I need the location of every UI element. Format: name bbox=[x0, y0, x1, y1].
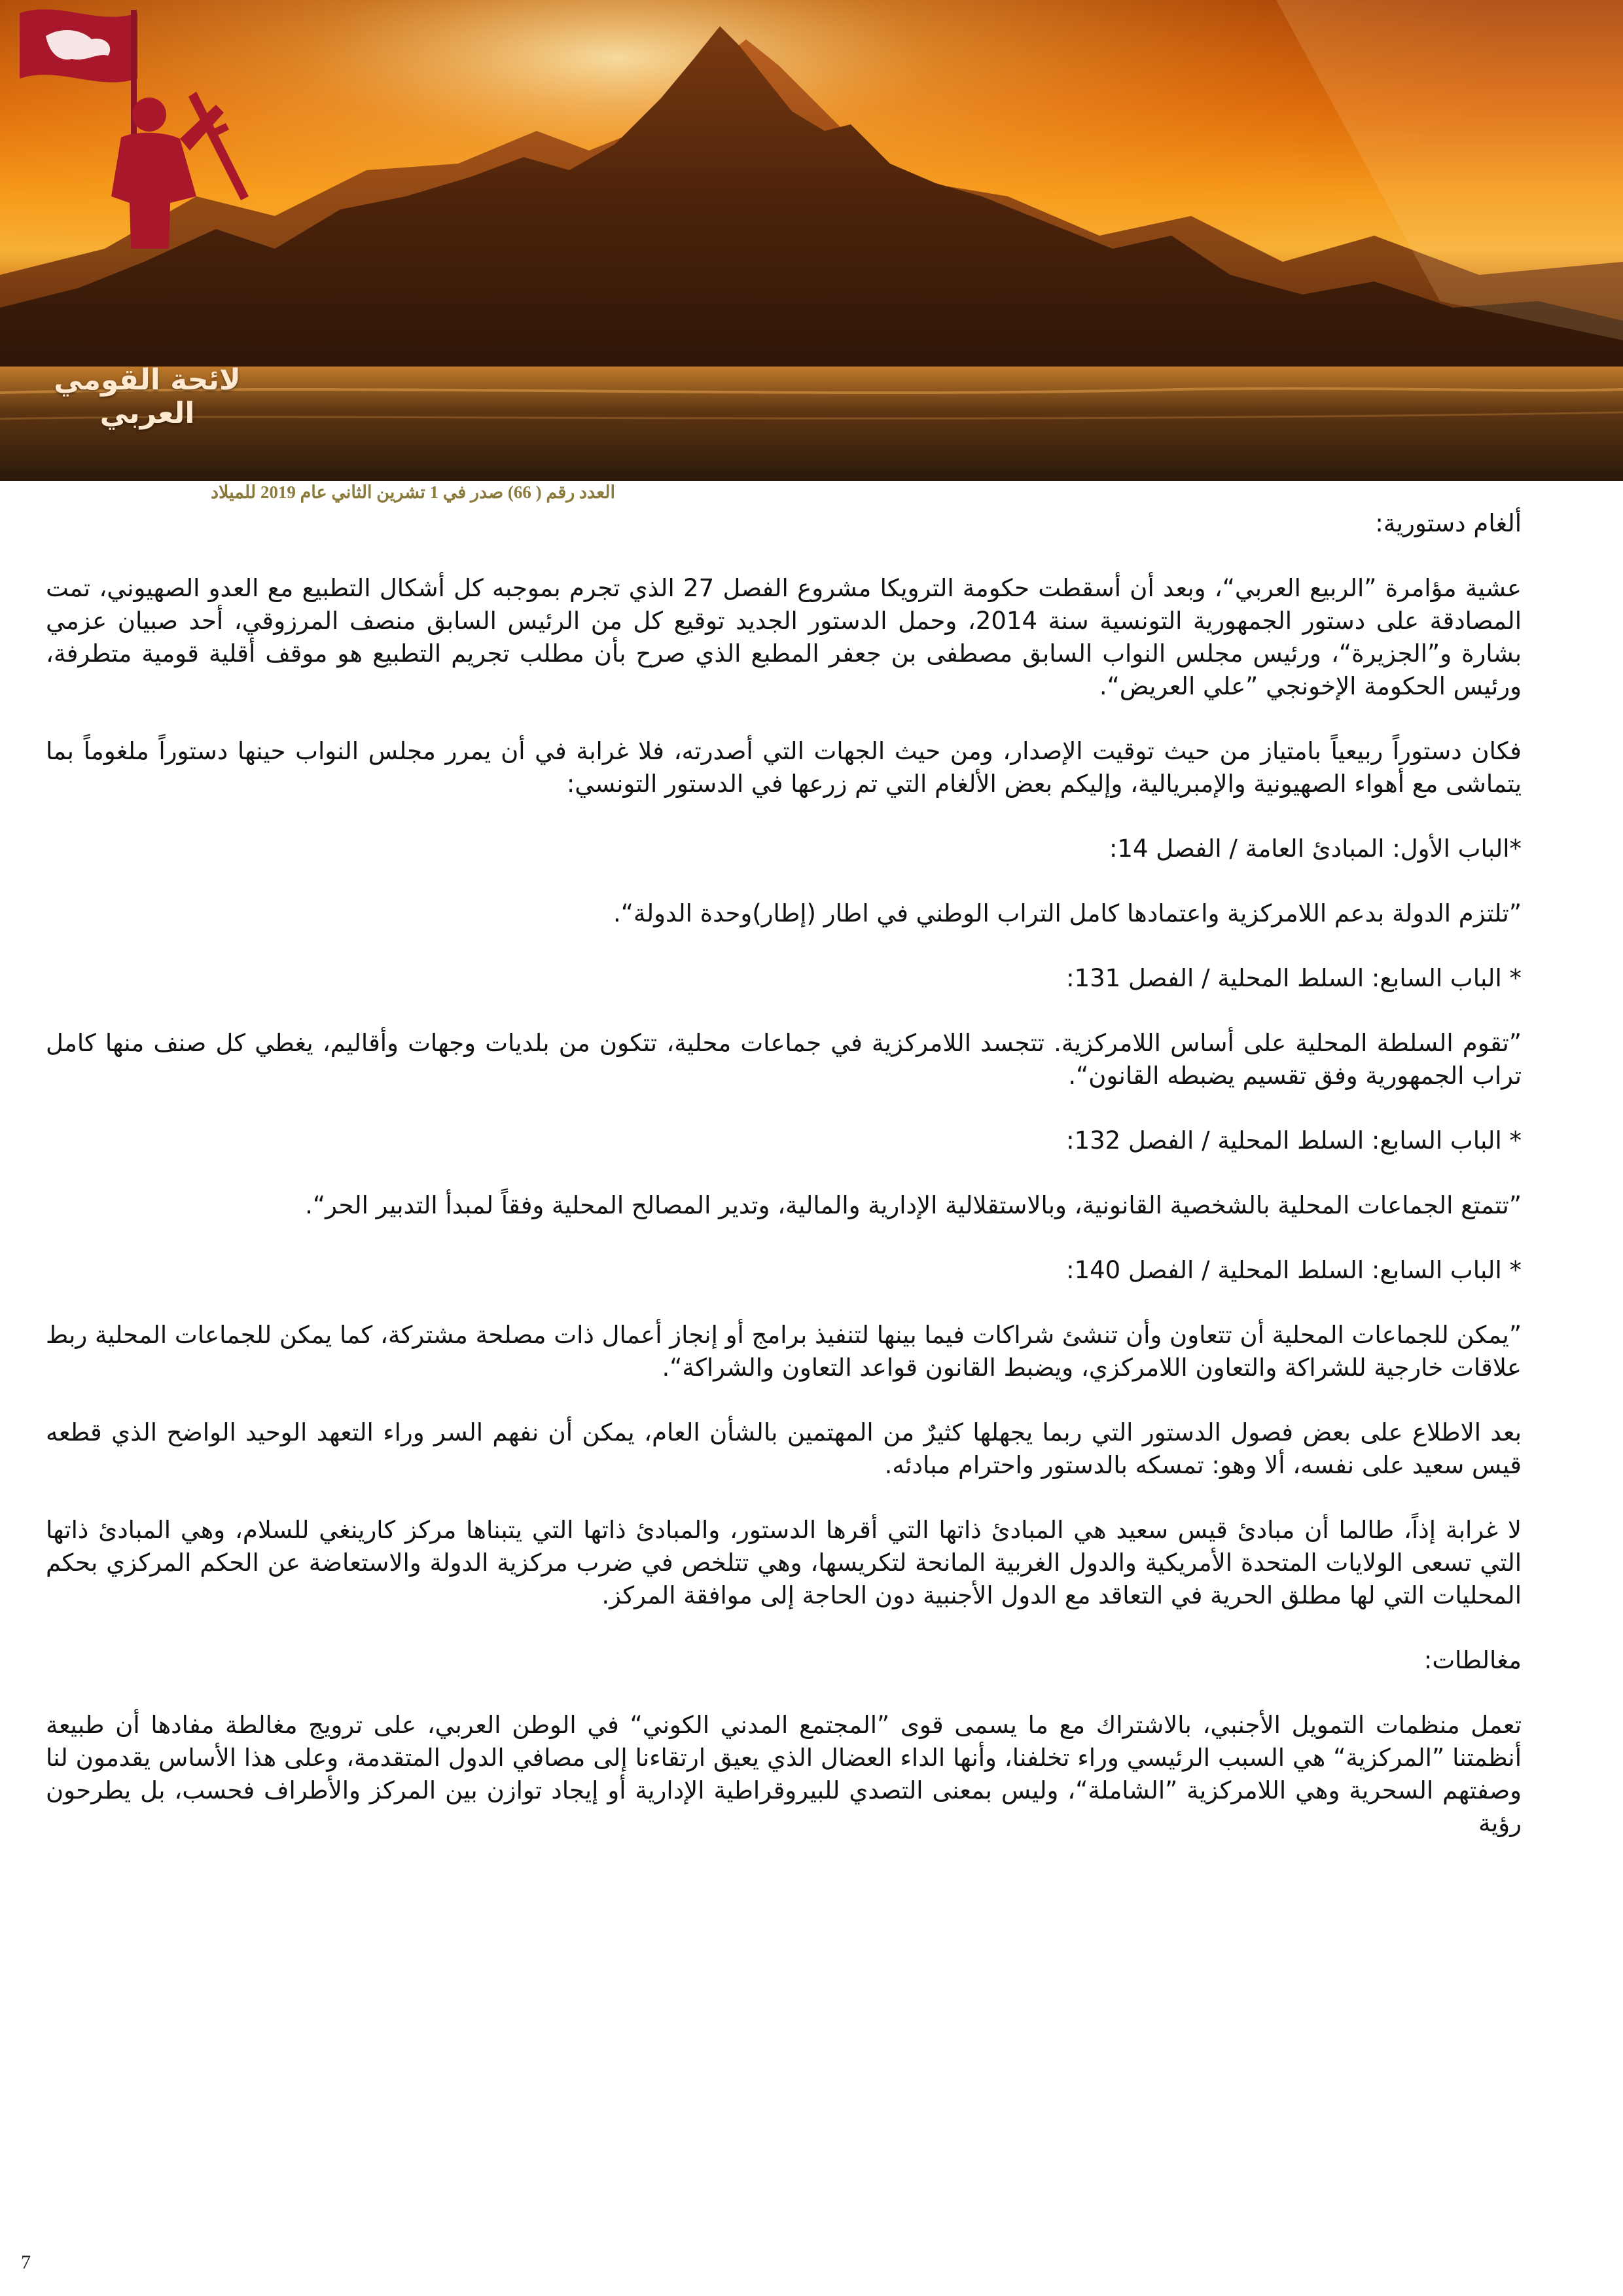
quote-chapter-131: ”تقوم السلطة المحلية على أساس اللامركزية. تتجسد اللامركزية في جماعات محلية، تتكون من بلديات وجهات وأقاليم، يغطي كل صنف منها كامل تراب الجمهورية وفق تقسيم يضبطه القانون“. bbox=[46, 1029, 1522, 1090]
section-heading-chapter-140: * الباب السابع: السلط المحلية / الفصل 140: bbox=[1066, 1256, 1522, 1284]
header-banner bbox=[0, 0, 1623, 481]
issue-info: العدد رقم ( 66) صدر في 1 تشرين الثاني عام 2019 للميلاد bbox=[211, 482, 615, 502]
paragraph-secret: بعد الاطلاع على بعض فصول الدستور التي ربما يجهلها كثيرٌ من المهتمين بالشأن العام، يمكن أن نفهم السر وراء التعهد الوحيد الواضح الذي قطعه قيس سعيد على نفسه، ألا وهو: تمسكه بالدستور واحترام مبادئه. bbox=[46, 1418, 1522, 1479]
paragraph-no-surprise: لا غرابة إذاً، طالما أن مبادئ قيس سعيد هي المبادئ ذاتها التي أقرها الدستور، والمبادئ ذاتها التي يتبناها مركز كارينغي للسلام، وهي المبادئ ذاتها التي تسعى الولايات المتحدة الأمريكية والدول الغربية المانحة لتكريسها، وهي تتلخص في ضرب مركزية الدولة والاستعاضة عن الحكم المركزي بحكم المحليات التي لها مطلق الحرية في التعاقد مع الدول الأجنبية دون الحاجة إلى موافقة المركز. bbox=[46, 1516, 1522, 1609]
page-number: 7 bbox=[21, 2251, 31, 2273]
flag-fighter-logo bbox=[0, 0, 249, 275]
article-title: ألغام دستورية: bbox=[1375, 509, 1522, 537]
section-heading-chapter-14: *الباب الأول: المبادئ العامة / الفصل 14: bbox=[1109, 834, 1522, 863]
section-heading-chapter-132: * الباب السابع: السلط المحلية / الفصل 132: bbox=[1066, 1126, 1522, 1155]
quote-chapter-14: ”تلتزم الدولة بدعم اللامركزية واعتمادها كامل التراب الوطني في اطار (إطار)وحدة الدولة“. bbox=[613, 899, 1522, 927]
logo-title: لائحة القومي العربي bbox=[54, 363, 241, 430]
section-heading-chapter-131: * الباب السابع: السلط المحلية / الفصل 131: bbox=[1066, 964, 1522, 992]
section-heading-fallacies: مغالطات: bbox=[1423, 1646, 1522, 1674]
paragraph-constitution: فكان دستوراً ربيعياً بامتياز من حيث توقيت الإصدار، ومن حيث الجهات التي أصدرته، فلا غرابة في أن يمرر مجلس النواب حينها دستوراً ملغوماً بما يتماشى مع أهواء الصهيونية والإمبريالية، وإليكم بعض الألغام التي تم زرعها في الدستور التونسي: bbox=[46, 737, 1522, 798]
quote-chapter-140: ”يمكن للجماعات المحلية أن تتعاون وأن تنشئ شراكات فيما بينها لتنفيذ برامج أو إنجاز أعمال ذات مصلحة مشتركة، كما يمكن للجماعات المحلية ربط علاقات خارجية للشراكة والتعاون اللامركزي، ويضبط القانون قواعد التعاون والشراكة“. bbox=[46, 1321, 1522, 1382]
paragraph-foreign-funding: تعمل منظمات التمويل الأجنبي، بالاشتراك مع ما يسمى قوى ”المجتمع المدني الكوني“ في الوطن العربي، على ترويج مغالطة مفادها أن طبيعة أنظمتنا ”المركزية“ هي السبب الرئيسي وراء تخلفنا، وأنها الداء العضال الذي يعيق ارتقاءنا إلى مصافي الدول المتقدمة، وعلى هذا الأساس يقدمون لنا وصفتهم السحرية وهي اللامركزية ”الشاملة“، وليس بمعنى التصدي للبيروقراطية الإدارية أو إيجاد توازن بين المركز والأطراف فحسب، بل يطرحون رؤية bbox=[46, 1711, 1522, 1837]
quote-chapter-132: ”تتمتع الجماعات المحلية بالشخصية القانونية، وبالاستقلالية الإدارية والمالية، وتدير المصالح المحلية وفقاً لمبدأ التدبير الحر“. bbox=[305, 1191, 1522, 1219]
article-body bbox=[46, 507, 1522, 1872]
paragraph-intro: عشية مؤامرة ”الربيع العربي“، وبعد أن أسقطت حكومة الترويكا مشروع الفصل 27 الذي تجرم بموجبه كل أشكال التطبيع مع العدو الصهيوني، تمت المصادقة على دستور الجمهورية التونسية سنة 2014، وحمل الدستور الجديد توقيع كل من الرئيس السابق منصف المرزوقي، أحد صبيان عزمي بشارة و”الجزيرة“، ورئيس مجلس النواب السابق مصطفى بن جعفر المطبع الذي صرح بأن مطلب تجريم التطبيع هو موقف أقلية قومية متطرفة، ورئيس الحكومة الإخونجي ”علي العريض“. bbox=[46, 574, 1522, 700]
